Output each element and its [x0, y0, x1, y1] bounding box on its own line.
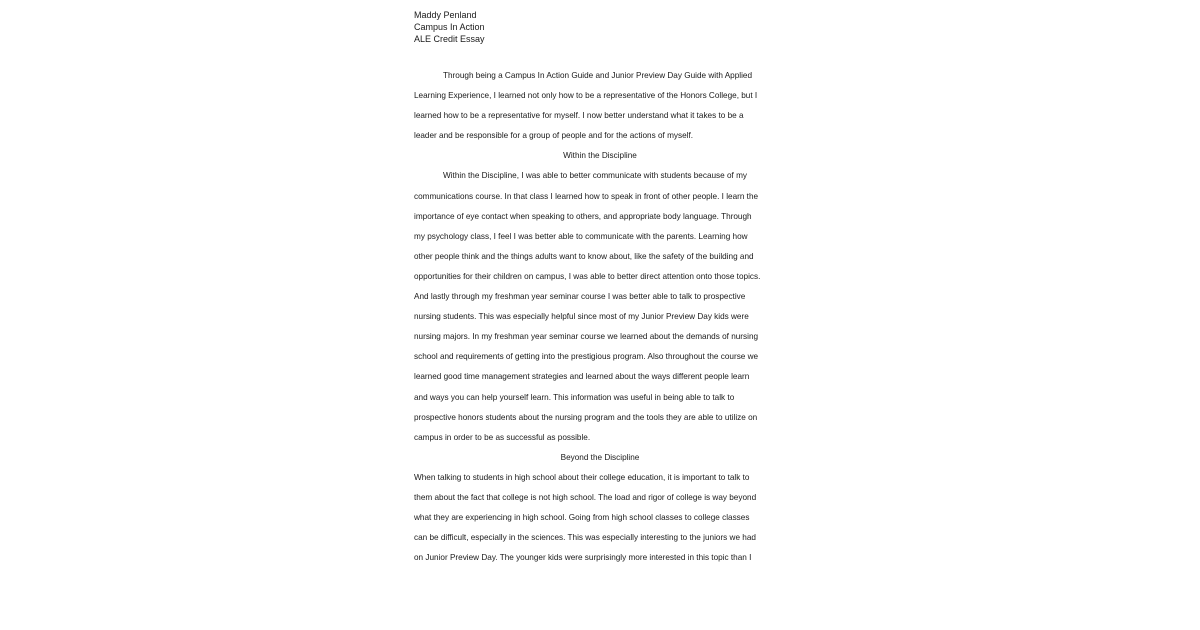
course-name: Campus In Action — [414, 22, 485, 32]
header-spacer — [414, 45, 786, 66]
text-line: Learning Experience, I learned not only how to be a representative of the Honors College, but I — [414, 91, 758, 101]
text-line: learned good time management strategies and learned about the ways different people learn — [414, 372, 750, 382]
text-line: school and requirements of getting into the prestigious program. Also throughout the course we — [414, 352, 759, 362]
text-line: Through being a Campus In Action Guide and Junior Preview Day Guide with Applied — [443, 71, 753, 80]
text-line: prospective honors students about the nursing program and the tools they are able to utilize on — [414, 412, 758, 422]
text-column — [414, 9, 786, 568]
text-line: nursing majors. In my freshman year seminar course we learned about the demands of nursing — [414, 332, 759, 342]
text-line: And lastly through my freshman year seminar course I was better able to talk to prospective — [414, 292, 746, 302]
text-line: my psychology class, I feel I was better able to communicate with the parents. Learning how — [414, 231, 748, 241]
text-line: learned how to be a representative for myself. I now better understand what it takes to be a — [414, 111, 744, 121]
text-line: opportunities for their children on campus, I was able to better direct attention onto those topics. — [414, 271, 761, 281]
text-line: nursing students. This was especially helpful since most of my Junior Preview Day kids were — [414, 312, 749, 322]
essay-title: ALE Credit Essay — [414, 34, 485, 44]
author-name: Maddy Penland — [414, 10, 477, 20]
section-heading: Beyond the Discipline — [560, 452, 640, 462]
text-line: them about the fact that college is not high school. The load and rigor of college is way beyond — [414, 492, 757, 502]
text-line: campus in order to be as successful as possible. — [414, 432, 591, 442]
text-line: and ways you can help yourself learn. This information was useful in being able to talk to — [414, 392, 735, 402]
text-line: on Junior Preview Day. The younger kids were surprisingly more interested in this topic than I — [414, 553, 752, 563]
text-line: Within the Discipline, I was able to better communicate with students because of my — [443, 171, 747, 181]
text-line: importance of eye contact when speaking to others, and appropriate body language. Through — [414, 211, 752, 221]
text-line: what they are experiencing in high school. Going from high school classes to college classes — [414, 513, 750, 523]
text-line: other people think and the things adults want to know about, like the safety of the building and — [414, 251, 754, 261]
text-line: communications course. In that class I learned how to speak in front of other people. I learn the — [414, 191, 759, 201]
text-line: leader and be responsible for a group of people and for the actions of myself. — [414, 131, 694, 141]
section-heading: Within the Discipline — [563, 151, 637, 161]
text-line: can be difficult, especially in the sciences. This was especially interesting to the juniors we had — [414, 533, 756, 543]
essay-body — [414, 66, 786, 568]
text-line: When talking to students in high school about their college education, it is important to talk to — [414, 472, 750, 482]
